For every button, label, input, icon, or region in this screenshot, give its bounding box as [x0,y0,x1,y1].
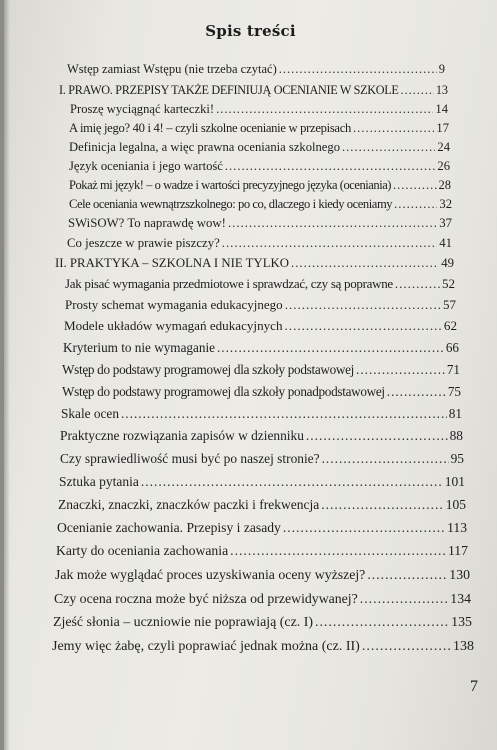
toc-entry-page: 13 [435,83,448,97]
toc-entry [67,62,445,77]
toc-entry [62,362,460,378]
toc-entry-page: 9 [438,62,445,76]
toc-entry-page: 135 [451,615,472,630]
toc-entry-label: Jak może wyglądać proces uzyskiwania oceny wyższej? [55,567,366,582]
toc-entry-label: Modele układów wymagań edukacyjnych [64,318,283,333]
toc-entry-page: 88 [449,428,463,443]
toc-entry-label: Prosty schemat wymagania edukacyjnego [65,297,283,312]
leader-dots [306,428,448,444]
toc-entry-page: 113 [447,520,467,535]
toc-entry-label: Wstęp do podstawy programowej dla szkoły ponadpodstawowej [62,384,385,399]
leader-dots [216,102,433,117]
toc-entry-label: Sztuka pytania [59,474,139,489]
toc-entry [65,276,455,292]
toc-entry [58,497,466,513]
page-number: 7 [470,678,478,695]
leader-dots [315,615,449,631]
toc-entry-label: Cele oceniania wewnątrzszkolnego: po co, dlaczego i kiedy oceniamy [69,197,393,211]
toc-entry [55,256,454,271]
toc-entry-label: Zjeść słonia – uczniowie nie poprawiają (cz. I) [53,615,313,630]
toc-entry [67,236,452,251]
toc-entry-label: SWiSOW? To naprawdę wow! [68,216,226,230]
toc-entry [62,384,461,400]
toc-entry-page: 41 [439,236,452,250]
leader-dots [121,406,447,422]
leader-dots [362,639,451,655]
toc-entry-page: 57 [443,297,456,312]
toc-entry [68,216,452,231]
leader-dots [394,197,437,212]
toc-entry [59,474,465,490]
toc-entry-page: 28 [438,178,451,192]
toc-entry-page: 101 [444,474,465,489]
toc-entry-page: 134 [450,591,471,606]
toc-entry-label: Wstęp do podstawy programowej dla szkoły podstawowej [62,362,355,377]
leader-dots [217,340,444,356]
leader-dots [360,591,449,607]
toc-entry-page: 117 [447,543,468,558]
toc-entry-page: 32 [439,197,452,211]
toc-entry-page: 52 [442,276,455,291]
toc-entry-label: Znaczki, znaczki, znaczków paczki i frekwencja [58,497,320,512]
toc-entry-label: Wstęp zamiast Wstępu (nie trzeba czytać) [67,62,277,76]
toc-entry-page: 24 [437,140,450,154]
toc-entry-label: Skale ocen [61,406,119,421]
leader-dots [141,474,443,490]
toc-entry-label: Karty do oceniania zachowania [56,543,229,558]
toc-entry [63,340,459,356]
toc-entry-label: Jemy więc żabę, czyli poprawiać jednak można (cz. II) [52,639,360,654]
toc-entry-page: 81 [448,406,462,421]
leader-dots [285,318,442,334]
leader-dots [322,451,449,467]
toc-entry-label: Pokaż mi język! – o wadze i wartości precyzyjnego języka (oceniania) [69,178,392,192]
toc-entry-label: Proszę wyciągnąć karteczki! [70,102,215,116]
toc-entry-label: Kryterium to nie wymaganie [63,340,215,355]
toc-entry-page: 71 [446,362,460,377]
toc-entry-label: Jak pisać wymagania przedmiotowe i sprawdzać, czy są poprawne [65,276,393,291]
toc-entry [55,567,470,583]
toc-entry [59,83,448,98]
leader-dots [230,543,446,559]
table-of-contents [4,0,497,750]
leader-dots [321,497,444,513]
leader-dots [367,567,447,583]
toc-entry [69,178,451,193]
toc-entry [69,121,449,136]
toc-entry [70,102,448,117]
toc-entry-label: Język oceniania i jego wartość [69,159,223,173]
toc-entry [65,297,456,313]
toc-entry-label: II. PRAKTYKA – SZKOLNA I NIE TYLKO [55,256,290,270]
toc-entry-page: 95 [450,451,464,466]
toc-entry [53,615,472,631]
toc-entry-label: Praktyczne rozwiązania zapisów w dzienniku [60,428,304,443]
toc-entry [52,639,474,655]
leader-dots [401,83,434,98]
toc-entry [61,406,462,422]
toc-entry [56,543,468,559]
toc-entry [60,451,464,467]
toc-entry [69,197,452,212]
leader-dots [222,236,437,251]
toc-entry-page: 17 [436,121,449,135]
toc-title: Spis treści [205,22,296,40]
toc-entry-page: 75 [447,384,461,399]
toc-entry-label: I. PRAWO. PRZEPISY TAKŻE DEFINIUJĄ OCENIANIE W SZKOLE [59,83,399,97]
book-page [4,0,497,750]
leader-dots [356,362,445,378]
toc-entry-label: Co jeszcze w prawie piszczy? [67,236,220,250]
toc-entry [54,591,471,607]
leader-dots [279,62,437,77]
toc-entry-page: 49 [441,256,454,270]
toc-entry-page: 62 [443,318,457,333]
leader-dots [353,121,434,136]
leader-dots [228,216,437,231]
toc-entry-label: Czy ocena roczna może być niższa od przewidywanej? [54,591,358,606]
toc-entry-label: Ocenianie zachowania. Przepisy i zasady [57,520,281,535]
toc-entry [64,318,457,334]
toc-entry-page: 26 [437,159,450,173]
leader-dots [395,276,440,292]
toc-entry-label: Czy sprawiedliwość musi być po naszej stronie? [60,451,320,466]
toc-entry-page: 105 [445,497,466,512]
toc-entry-page: 37 [439,216,452,230]
toc-entry-page: 66 [445,340,459,355]
leader-dots [225,159,436,174]
toc-entry-page: 130 [449,567,470,582]
toc-entry-label: A imię jego? 40 i 4! – czyli szkolne ocenianie w przepisach [69,121,351,135]
toc-entry [57,520,467,536]
toc-entry-page: 14 [435,102,448,116]
leader-dots [393,178,436,193]
leader-dots [342,140,435,155]
toc-entry-page: 138 [453,639,474,654]
leader-dots [291,256,439,271]
leader-dots [283,520,445,536]
toc-entry-label: Definicja legalna, a więc prawna oceniania szkolnego [69,140,340,154]
toc-entry [69,159,450,174]
toc-entry [60,428,463,444]
leader-dots [285,297,441,313]
toc-entry [69,140,450,155]
leader-dots [387,384,446,400]
